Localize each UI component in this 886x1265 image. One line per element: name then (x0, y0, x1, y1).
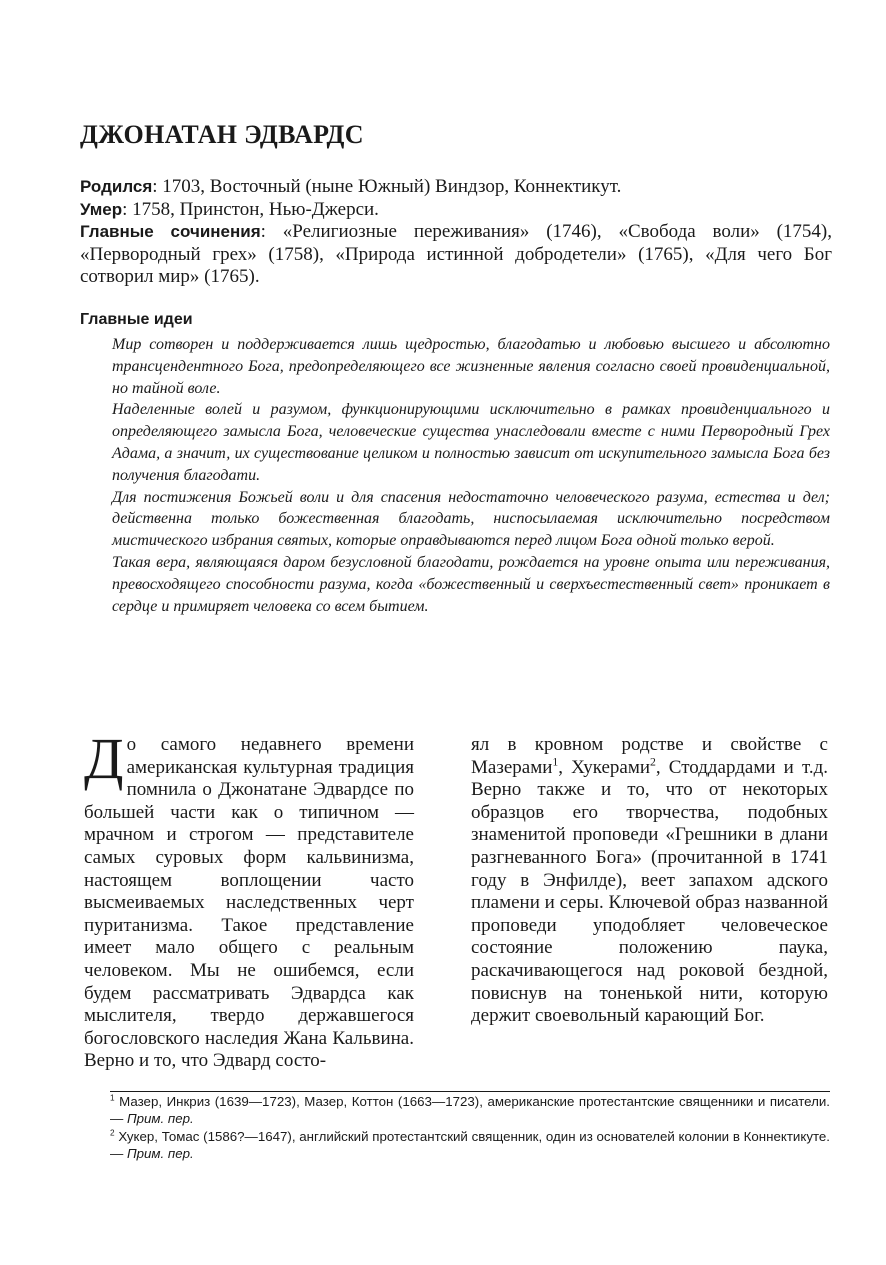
footnotes (110, 1094, 830, 1164)
body-column-left (84, 726, 414, 1073)
footnote-mark: 1 (110, 1093, 115, 1103)
footnote-mark: 2 (110, 1128, 115, 1138)
translator-note: Прим. пер. (127, 1110, 194, 1126)
died-value: : 1758, Принстон, Нью-Джерси. (122, 198, 379, 220)
footnote-ref-1[interactable]: 1 (552, 755, 559, 769)
drop-cap: Д (84, 726, 124, 791)
footnote-text: Хукер, Томас (1586?—1647), английский протестантский священник, один из основателей колонии в Коннектикуте. — (110, 1129, 830, 1161)
bio-block (80, 176, 832, 289)
footnote (110, 1129, 830, 1162)
footnote-divider (110, 1091, 830, 1092)
footnote-text: Мазер, Инкриз (1639—1723), Мазер, Коттон (1663—1723), американские протестантские священники и писатели. — (110, 1094, 830, 1126)
body-column-right (471, 734, 828, 1028)
body-text-right-b: , Хукерами (558, 756, 651, 778)
translator-note: Прим. пер. (127, 1145, 194, 1161)
body-paragraph-left (84, 726, 414, 1073)
works-label: Главные сочинения (80, 222, 261, 241)
footnote-ref-2[interactable]: 2 (650, 755, 656, 769)
body-paragraph-right (471, 734, 828, 1028)
body-text-right-a: ял в кровном родстве и свойстве с Мазерами (471, 734, 828, 778)
body-text-left: о самого недавнего времени американская культурная традиция помнила о Джонатане Эдвардсе по большей части как о типичном — мрачном и строгом — представителе самых суровых форм кальвинизма, настоящем воплощении часто высмеиваемых наследственных черт пуританизма. Такое представление имеет мало общего с реальным человеком. Мы не ошибемся, если будем рассматривать Эдвардса как мыслителя, твердо державшегося богословского наследия Жана Кальвина. Верно и то, что Эдвард состо- (84, 734, 414, 1072)
idea-paragraph: Для постижения Божьей воли и для спасения недостаточно человеческого разума, естества и дел; действенна только божественная благодать, ниспосылаемая исключительно посредством мистического избрания святых, которые оправдываются перед лицом Бога одной только верой. (112, 488, 830, 550)
died-label: Умер (80, 199, 123, 219)
footnote (110, 1094, 830, 1127)
born-label: Родился (80, 177, 153, 196)
main-ideas-list (112, 334, 830, 617)
works-line (80, 221, 832, 289)
born-line (80, 176, 832, 199)
idea-paragraph: Мир сотворен и поддерживается лишь щедростью, благодатью и любовью высшего и абсолютно трансцендентного Бога, предопределяющего все жизненные явления согласно своей провиденциальной, но тайной воле. (112, 336, 830, 397)
died-line (80, 199, 832, 222)
idea-paragraph: Такая вера, являющаяся даром безусловной благодати, рождается на уровне опыта или переживания, превосходящего способности разума, когда «божественный и сверхъестественный свет» проникает в сердце и примиряет человека со всем бытием. (112, 553, 830, 615)
page-title: ДЖОНАТАН ЭДВАРДС (80, 120, 364, 149)
born-value: : 1703, Восточный (ныне Южный) Виндзор, Коннектикут. (152, 176, 622, 197)
idea-paragraph: Наделенные волей и разумом, функционирующими исключительно в рамках провиденциального и определяющего замысла Бога, человеческие существа унаследовали вместе с ними Первородный Грех Адама, а значит, их существование целиком и полностью зависит от искупительного замысла Бога без получения благодати. (112, 401, 830, 484)
body-text-right-c: , Стоддардами и т.д. Верно также и то, что от некоторых образцов его творчества, подобных знаменитой проповеди «Грешники в длани разгневанного Бога» (прочитанной в 1741 году в Энфилде), веет запахом адского пламени и серы. Ключевой образ названной проповеди уподобляет человеческое состояние положению паука, раскачивающегося над роковой бездной, повиснув на тоненькой нити, которую держит своевольный карающий Бог. (471, 756, 828, 1027)
main-ideas-heading: Главные идеи (80, 311, 193, 328)
works-value: : «Религиозные переживания» (1746), «Свобода воли» (1754), «Первородный грех» (1758), «Природа истинной добродетели» (1765), «Для чего Бог сотворил мир» (1765). (80, 221, 832, 287)
